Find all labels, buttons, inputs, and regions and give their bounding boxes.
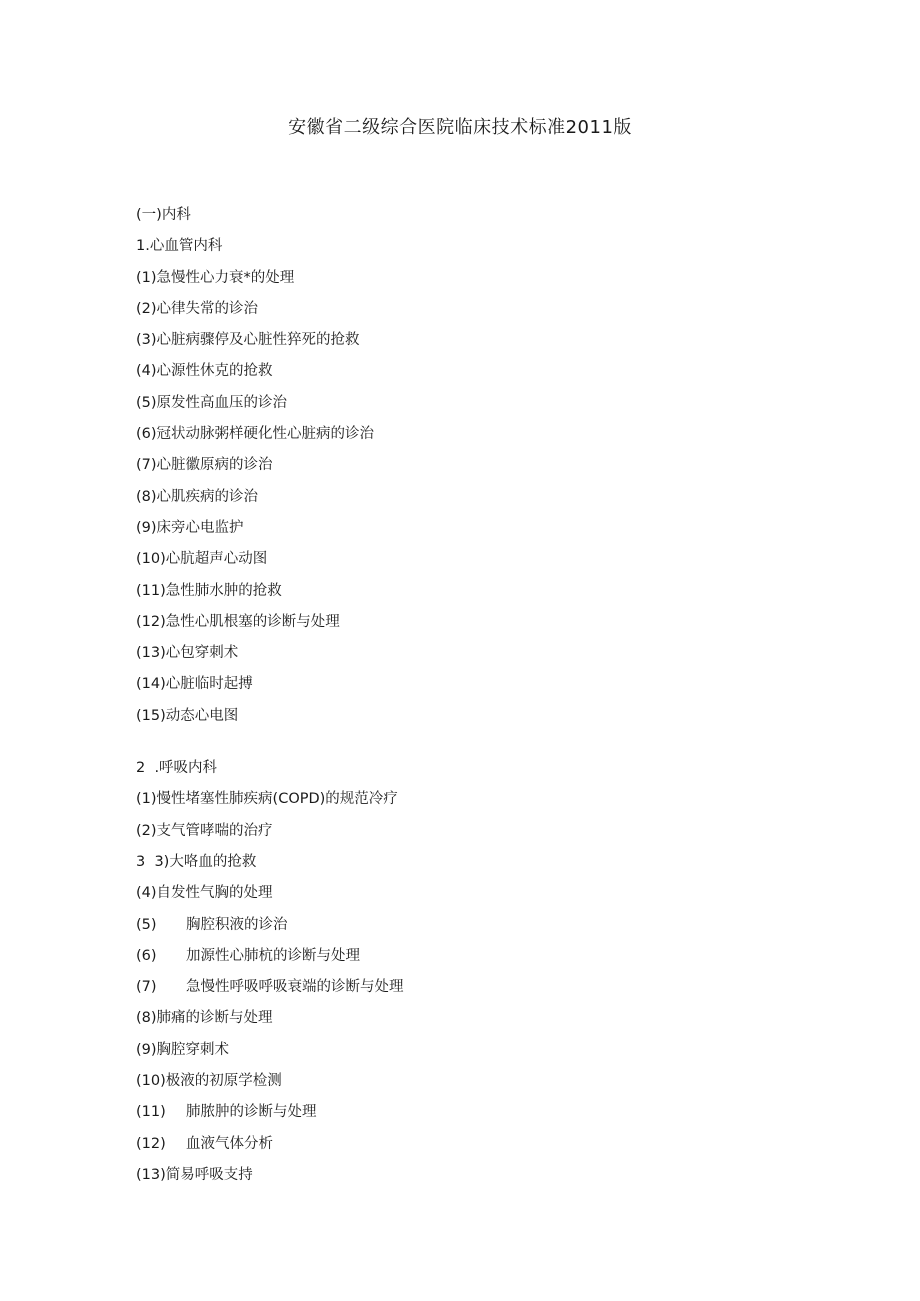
list-item-text: (9)胸腔穿刺术	[136, 1041, 230, 1058]
list-item: (8)心肌疾病的诊治	[136, 488, 259, 505]
list-item-number: (5)	[136, 916, 157, 933]
list-item-number: (7)	[136, 979, 157, 996]
document-body	[136, 200, 836, 1191]
list-item-text: (2)支气管哮喘的治疗	[136, 822, 273, 839]
list-item-number: (11)	[136, 1104, 166, 1121]
list-item-text: 加源性心肺杭的诊断与处理	[186, 947, 360, 964]
list-item	[136, 1160, 836, 1191]
list-item: (2)心律失常的诊治	[136, 300, 259, 317]
list-item-number: (6)	[136, 947, 157, 964]
list-item-text: 肺脓肿的诊断与处理	[186, 1104, 317, 1121]
list-item: (3)心脏病骤停及心脏性猝死的抢救	[136, 332, 360, 349]
list-item-text: (4)自发性气胸的处理	[136, 885, 273, 902]
list-item-text: 急慢性呼吸呼吸衰端的诊断与处理	[186, 979, 404, 996]
list-item	[136, 1003, 836, 1034]
list-item: (6)冠状动脉粥样硬化性心脏病的诊治	[136, 426, 375, 443]
list-item	[136, 1097, 836, 1128]
list-item: (11)急性肺水肿的抢救	[136, 582, 282, 599]
list-item-text: 胸腔积液的诊治	[186, 916, 288, 933]
list-item: (12)急性心肌根塞的诊断与处理	[136, 613, 340, 630]
list-item: (10)心肮超声心动图	[136, 551, 268, 568]
list-item	[136, 1035, 836, 1066]
list-item	[136, 972, 836, 1003]
list-item-text: 血液气体分析	[186, 1135, 273, 1152]
list-item: (15)动态心电图	[136, 707, 239, 724]
subsection-heading-cardiology: 1.心血管内科	[136, 238, 223, 255]
list-item-text: (8)肺痛的诊断与处理	[136, 1010, 273, 1027]
list-item-number: (12)	[136, 1135, 166, 1152]
section-heading: (一)内科	[136, 207, 191, 223]
document-title: 安徽省二级综合医院临床技术标准2011版	[288, 117, 632, 138]
list-item: (7)心脏徽原病的诊治	[136, 457, 273, 474]
section-gap	[136, 732, 836, 753]
list-item	[136, 847, 836, 878]
subsection-heading-respiratory: 2 .呼吸内科	[136, 760, 218, 777]
list-item: (5)原发性高血压的诊治	[136, 394, 288, 411]
list-item-text: 3 3)大咯血的抢救	[136, 853, 257, 870]
list-item	[136, 784, 836, 815]
list-item	[136, 816, 836, 847]
list-item	[136, 1066, 836, 1097]
list-item: (4)心源性休克的抢救	[136, 363, 273, 380]
list-item: (1)急慢性心力衰*的处理	[136, 269, 295, 286]
list-item	[136, 1129, 836, 1160]
list-item-text: (1)慢性堵塞性肺疾病(COPD)的规范冷疗	[136, 791, 398, 808]
list-item	[136, 878, 836, 909]
list-item-text: (10)极液的初原学检测	[136, 1073, 282, 1090]
list-item: (14)心脏临时起搏	[136, 676, 253, 693]
list-item	[136, 941, 836, 972]
list-item-text: (13)简易呼吸支持	[136, 1166, 253, 1183]
list-item	[136, 910, 836, 941]
list-item: (13)心包穿刺术	[136, 645, 239, 662]
list-item: (9)床旁心电监护	[136, 519, 244, 536]
